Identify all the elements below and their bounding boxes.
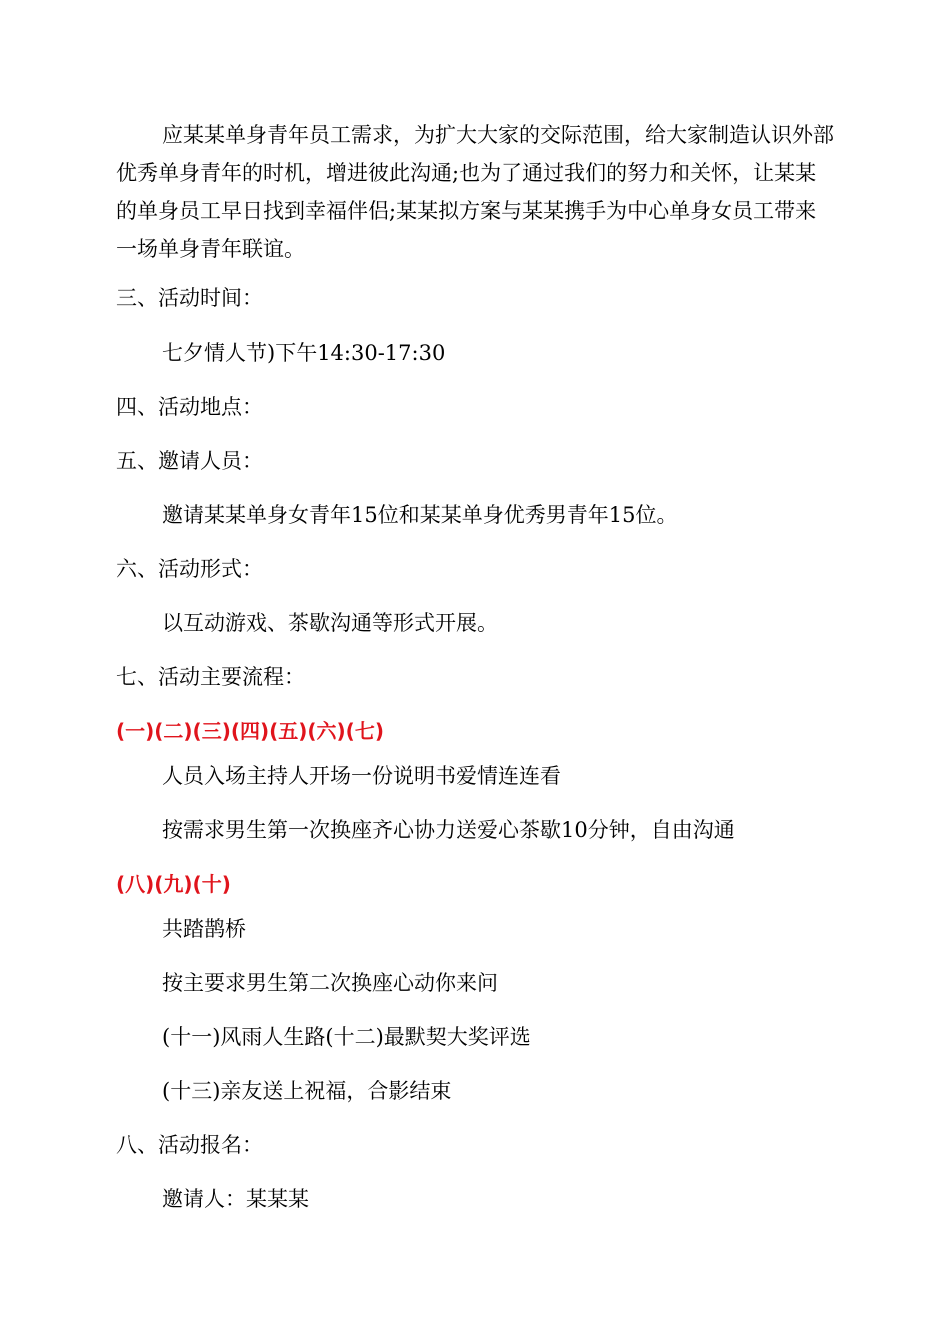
section-place-heading: 四、活动地点： bbox=[116, 395, 263, 419]
section-time-value: 七夕情人节)下午14:30-17:30 bbox=[162, 341, 446, 365]
flow-line-6: (十三)亲友送上祝福，合影结束 bbox=[162, 1079, 452, 1103]
flow-line-3: 共踏鹊桥 bbox=[162, 917, 246, 941]
flow-line-2: 按需求男生第一次换座齐心协力送爱心茶歇10分钟，自由沟通 bbox=[162, 818, 735, 842]
flow-numbering-red-2: (八)(九)(十) bbox=[116, 872, 231, 896]
section-invite-heading: 五、邀请人员： bbox=[116, 449, 263, 473]
section-time-heading: 三、活动时间： bbox=[116, 286, 263, 310]
flow-numbering-red-1: (一)(二)(三)(四)(五)(六)(七) bbox=[116, 719, 384, 743]
section-signup-value: 邀请人：某某某 bbox=[162, 1187, 309, 1211]
section-flow-heading: 七、活动主要流程： bbox=[116, 665, 305, 689]
section-invite-value: 邀请某某单身女青年15位和某某单身优秀男青年15位。 bbox=[162, 503, 678, 527]
flow-line-1: 人员入场主持人开场一份说明书爱情连连看 bbox=[162, 764, 561, 788]
section-signup-heading: 八、活动报名： bbox=[116, 1133, 263, 1157]
section-form-heading: 六、活动形式： bbox=[116, 557, 263, 581]
intro-paragraph: 应某某单身青年员工需求，为扩大大家的交际范围，给大家制造认识外部优秀单身青年的时机，增进彼此沟通;也为了通过我们的努力和关怀，让某某的单身员工早日找到幸福伴侣;某某拟方案与某某携手为中心单身女员工带来一场单身青年联谊。 bbox=[116, 123, 834, 261]
flow-line-5: (十一)风雨人生路(十二)最默契大奖评选 bbox=[162, 1025, 531, 1049]
section-form-value: 以互动游戏、茶歇沟通等形式开展。 bbox=[162, 611, 498, 635]
flow-line-4: 按主要求男生第二次换座心动你来问 bbox=[162, 971, 498, 995]
